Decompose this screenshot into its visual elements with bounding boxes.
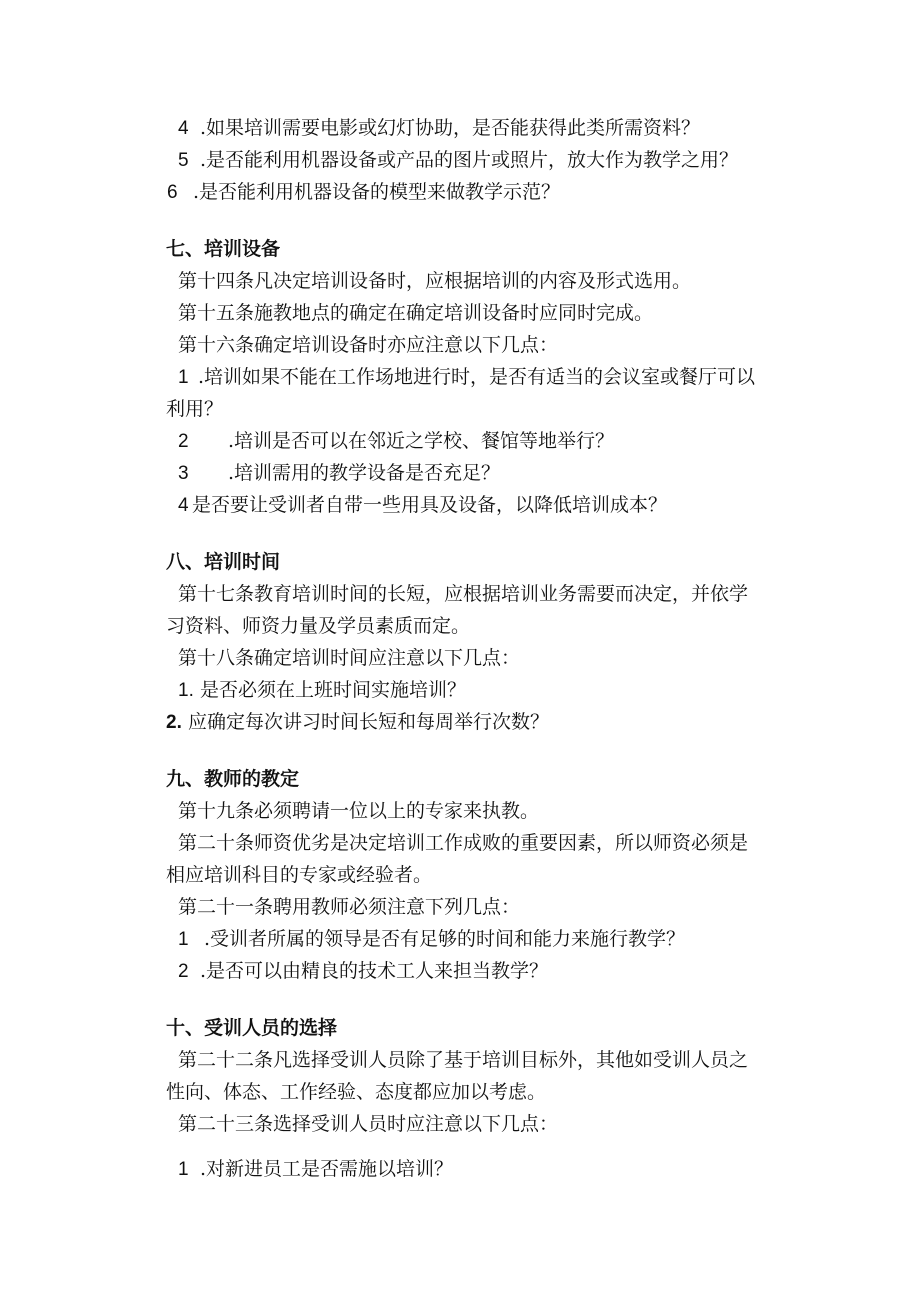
item-number: 2 [178,431,189,452]
item-text: .对新进员工是否需施以培训？ [200,1158,454,1180]
item-text: .培训如果不能在工作场地进行时，是否有适当的会议室或餐厅可以 [198,366,756,388]
paragraph: 第二十二条凡选择受训人员除了基于培训目标外，其他如受训人员之 [178,1049,749,1071]
section-heading: 七、培训设备 [166,238,281,260]
list-item [167,180,560,205]
paragraph: 第十六条确定培训设备时亦应注意以下几点： [178,334,559,356]
item-text: .受训者所属的领导是否有足够的时间和能力来施行教学？ [204,928,686,950]
item-number: 5 [178,150,189,171]
list-item [178,678,466,703]
item-text: .是否可以由精良的技术工人来担当教学？ [200,960,549,982]
paragraph: 第十八条确定培训时间应注意以下几点： [178,647,521,669]
item-text: .是否能利用机器设备或产品的图片或照片，放大作为教学之用？ [200,149,739,171]
list-item [166,710,549,735]
section-heading: 八、培训时间 [166,551,281,573]
item-number: 1 [178,1159,189,1180]
paragraph-continuation: 性向、体态、工作经验、态度都应加以考虑。 [166,1081,547,1103]
item-text: .如果培训需要电影或幻灯协助，是否能获得此类所需资料？ [200,117,701,139]
item-text: .是否能利用机器设备的模型来做教学示范？ [193,181,561,203]
item-text: .培训是否可以在邻近之学校、餐馆等地举行？ [228,430,615,452]
item-number: 4 [178,118,189,139]
paragraph: 第二十一条聘用教师必须注意下列几点： [178,896,521,918]
item-continuation: 利用？ [166,398,224,420]
list-item [178,429,614,454]
item-number: 1 [178,367,189,388]
paragraph-continuation: 习资料、师资力量及学员素质而定。 [166,615,471,637]
item-number: 4 [178,495,189,516]
item-text: 应确定每次讲习时间长短和每周举行次数？ [188,711,550,733]
item-text: 是否必须在上班时间实施培训？ [200,679,467,701]
paragraph: 第十九条必须聘请一位以上的专家来执教。 [178,800,540,822]
paragraph: 第二十三条选择受训人员时应注意以下几点： [178,1113,559,1135]
item-text: 是否要让受训者自带一些用具及设备，以降低培训成本？ [192,494,668,516]
item-number: 2. [166,712,182,733]
item-number: 1 [178,929,189,950]
section-heading: 九、教师的教定 [166,768,300,790]
item-number: 6 [167,182,178,203]
item-text: .培训需用的教学设备是否充足？ [228,462,501,484]
paragraph: 第十五条施教地点的确定在确定培训设备时应同时完成。 [178,302,654,324]
paragraph-continuation: 相应培训科目的专家或经验者。 [166,864,433,886]
list-item [178,959,548,984]
list-item [178,148,738,173]
item-number: 1. [178,680,194,701]
paragraph: 第十七条教育培训时间的长短，应根据培训业务需要而决定，并依学 [178,583,749,605]
item-number: 3 [178,463,189,484]
item-number: 2 [178,961,189,982]
paragraph: 第十四条凡决定培训设备时，应根据培训的内容及形式选用。 [178,270,692,292]
list-item [178,365,755,390]
list-item [178,1157,453,1182]
list-item [178,116,700,141]
list-item [178,927,685,952]
list-item [178,461,500,486]
list-item [178,493,667,518]
section-heading: 十、受训人员的选择 [166,1017,338,1039]
paragraph: 第二十条师资优劣是决定培训工作成败的重要因素，所以师资必须是 [178,832,749,854]
